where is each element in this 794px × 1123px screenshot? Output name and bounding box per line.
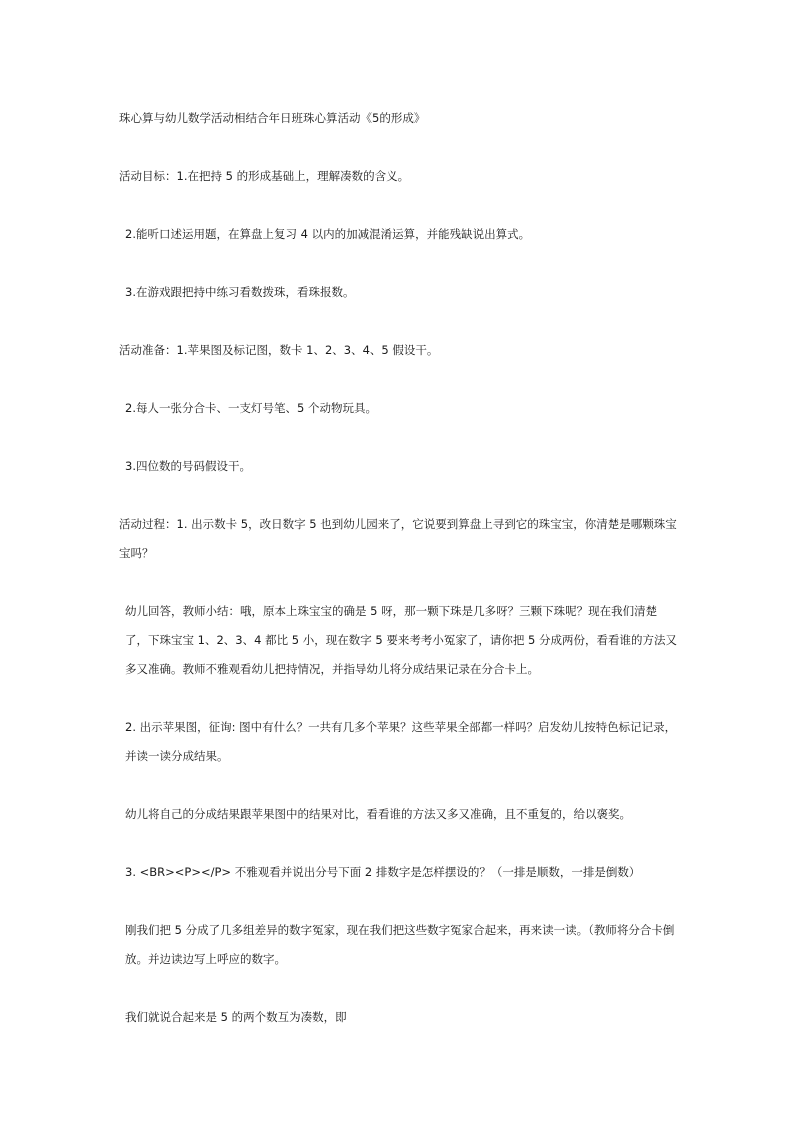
process-paragraph: 幼儿将自己的分成结果跟苹果图中的结果对比，看看谁的方法又多又准确，且不重复的，给以褒奖。: [125, 807, 631, 821]
process-paragraph: 刚我们把 5 分成了几多组差异的数字冤家，现在我们把这些数字冤家合起来，再来读一读。（教师将分合卡倒放。并边读边写上呼应的数字。: [125, 923, 675, 966]
activity-goal-3: 3.在游戏跟把持中练习看数拨珠，看珠报数。: [125, 285, 355, 299]
process-paragraph: 我们就说合起来是 5 的两个数互为凑数，即: [125, 1010, 347, 1024]
activity-goal-1: 活动目标：1.在把持 5 的形成基础上，理解凑数的含义。: [119, 169, 410, 183]
process-paragraph: 幼儿回答，教师小结：哦，原本上珠宝宝的确是 5 呀，那一颗下珠是几多呀？三颗下珠呢？现在我们清楚了，下珠宝宝 1、2、3、4 都比 5 小，现在数字 5 要来考考小冤家了，请你把 5 分成两份，看看谁的方法又多又准确。教师不雅观看幼儿把持情况，并指导幼儿将分成结果记录在分合卡上。: [125, 604, 677, 676]
document-body: [119, 104, 679, 1061]
process-paragraph: 2. 出示苹果图，征询: 图中有什么？一共有几多个苹果？这些苹果全部都一样吗？启发幼儿按特色标记记录，并读一读分成结果。: [125, 720, 677, 763]
activity-prep-1: 活动准备：1.苹果图及标记图，数卡 1、2、3、4、5 假设干。: [119, 343, 439, 357]
activity-prep-3: 3.四位数的号码假设干。: [125, 459, 251, 473]
document-title: 珠心算与幼儿数学活动相结合年日班珠心算活动《5的形成》: [119, 111, 426, 125]
activity-process-1: 活动过程：1. 出示数卡 5，改日数字 5 也到幼儿园来了，它说要到算盘上寻到它的珠宝宝，你清楚是哪颗珠宝宝吗？: [119, 517, 677, 560]
activity-goal-2: 2.能听口述运用题，在算盘上复习 4 以内的加减混淆运算，并能残缺说出算式。: [125, 227, 531, 241]
process-paragraph: 3. <BR><P></P> 不雅观看并说出分号下面 2 排数字是怎样摆设的？（一排是顺数，一排是倒数）: [125, 865, 641, 879]
activity-prep-2: 2.每人一张分合卡、一支灯号笔、5 个动物玩具。: [125, 401, 377, 415]
